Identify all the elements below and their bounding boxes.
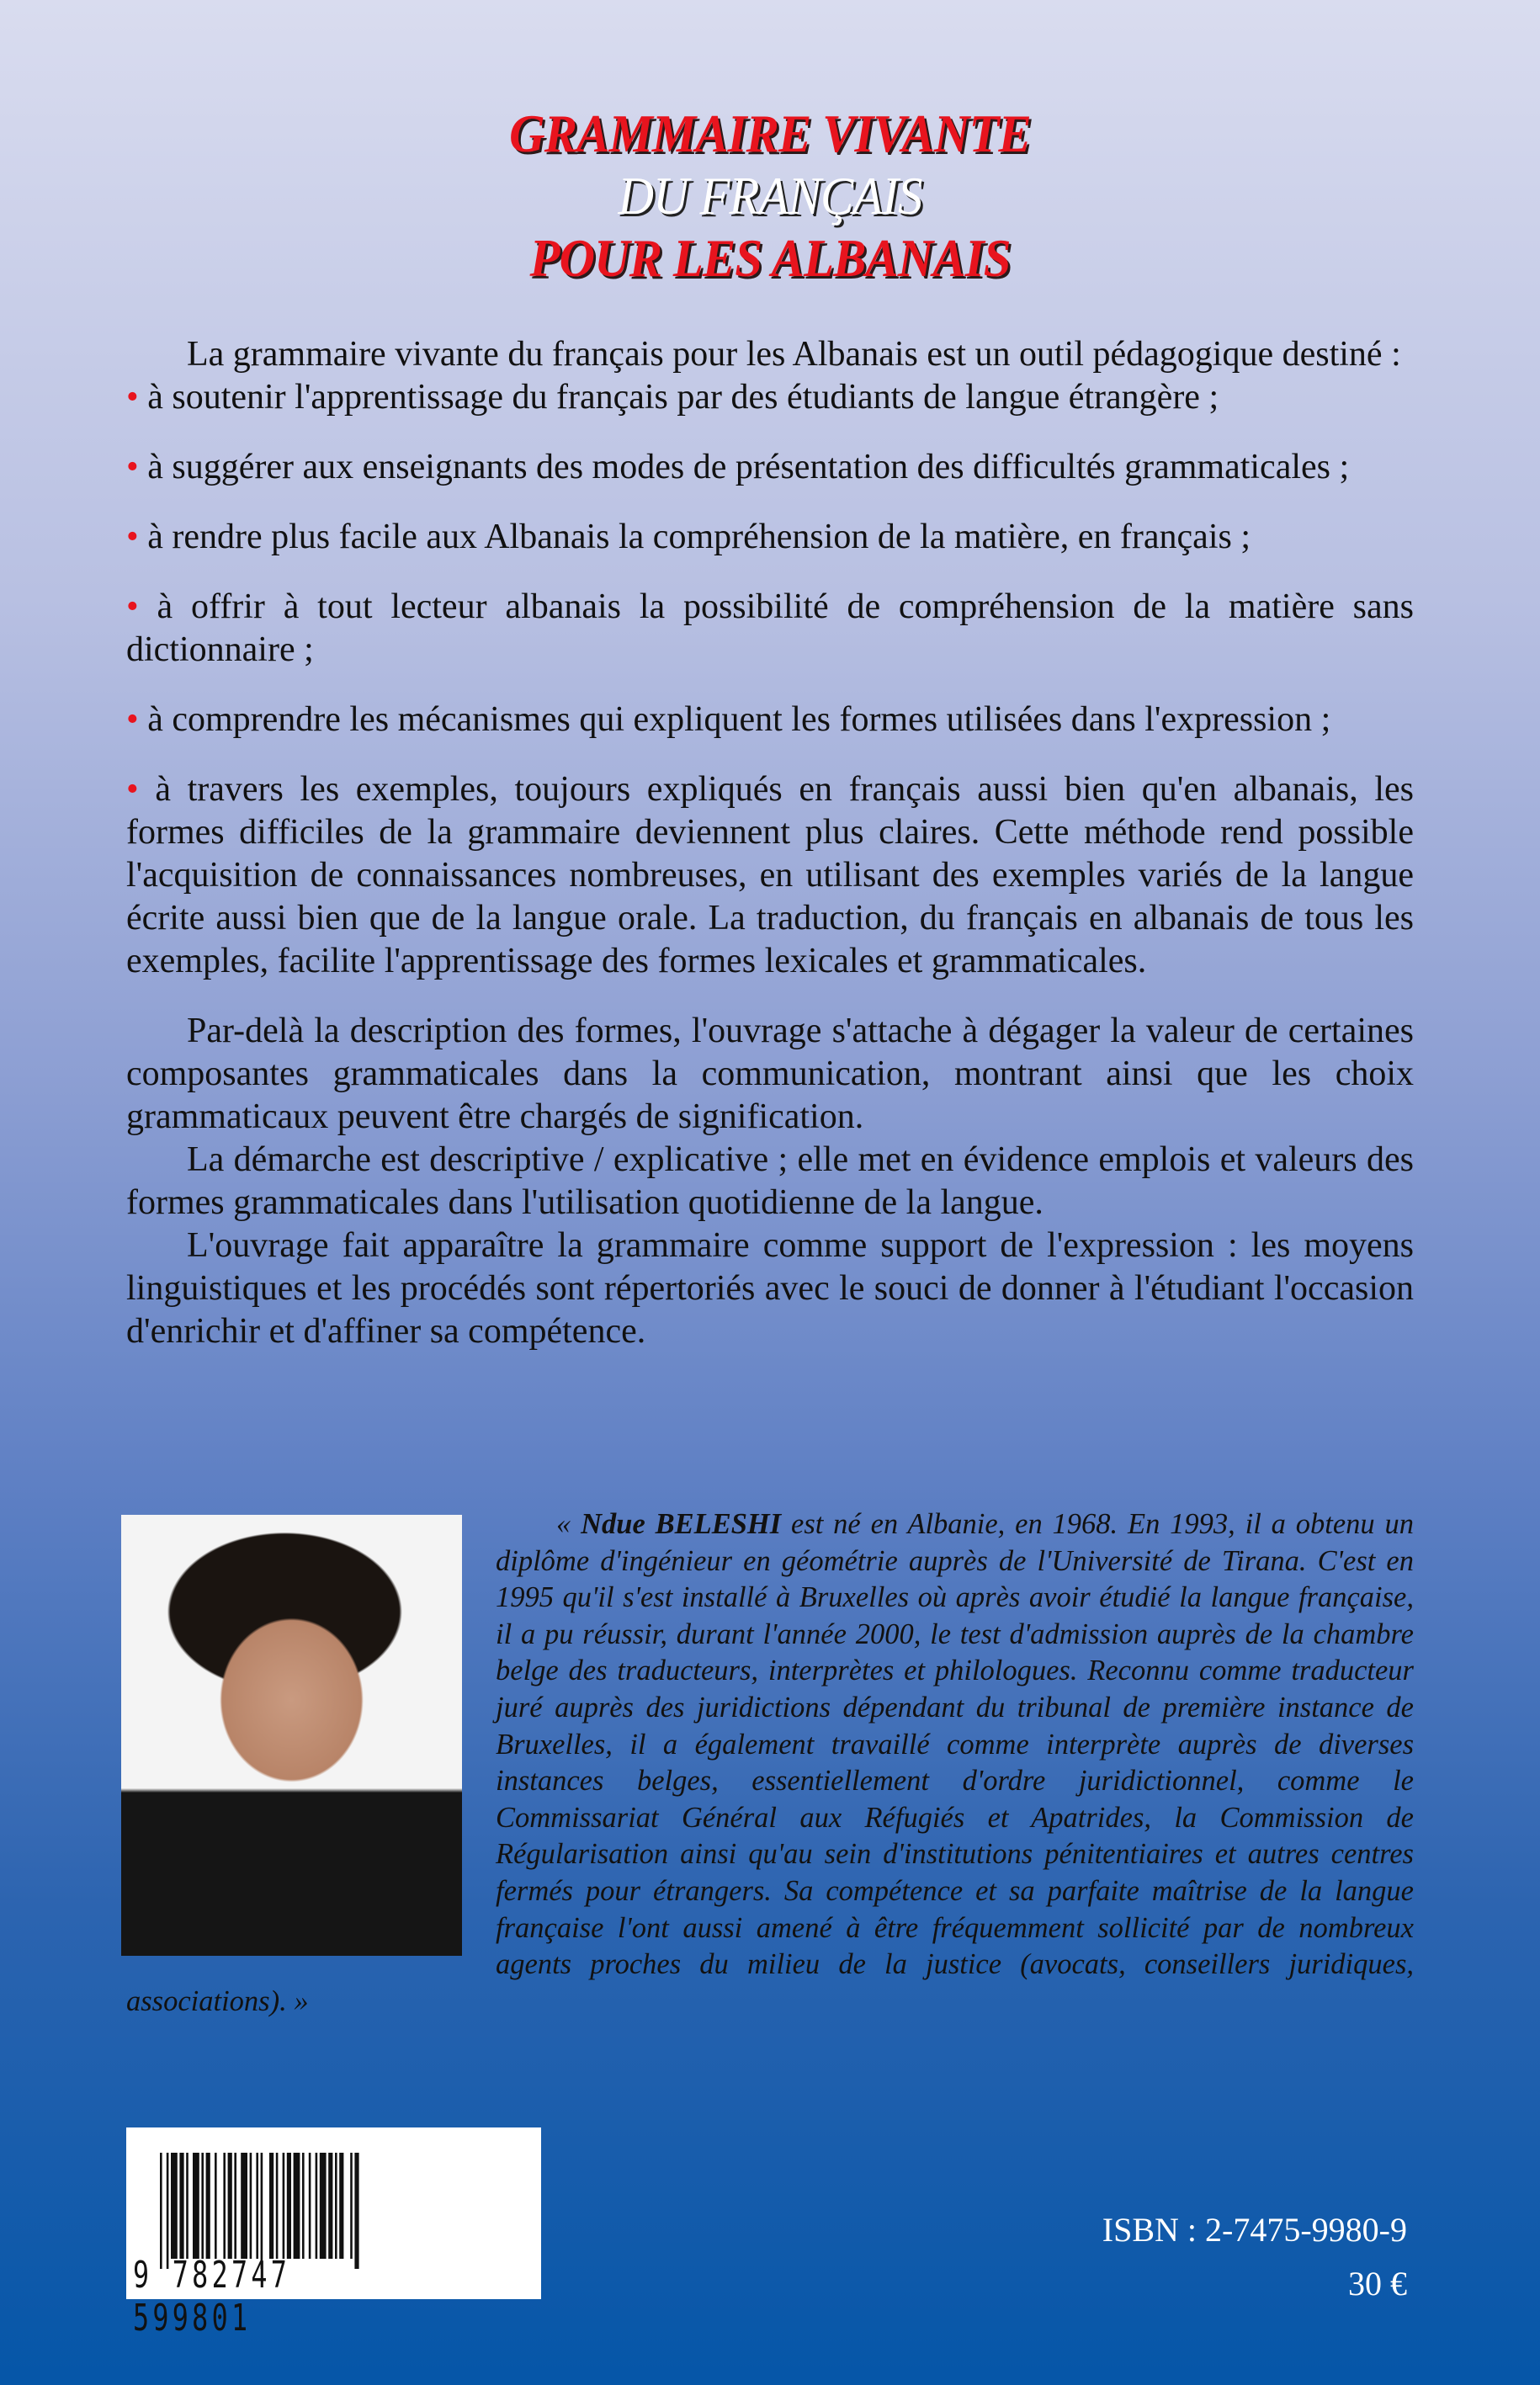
barcode-bar [276,2153,279,2259]
description [126,333,1414,1353]
barcode-bar [186,2153,189,2259]
barcode-bar [223,2153,226,2259]
barcode-bar [302,2153,305,2259]
barcode-bars [136,2143,532,2269]
bullet-item [126,376,1414,419]
barcode-bar [283,2153,285,2259]
barcode-bar [215,2153,217,2259]
barcode-bar [316,2153,318,2259]
bullet-icon: • [126,448,139,486]
barcode-bar [206,2153,210,2259]
isbn: ISBN : 2-7475-9980-9 [1102,2211,1407,2249]
author-photo [121,1515,462,1956]
bio-body: est né en Albanie, en 1968. En 1993, il a obtenu un diplôme d'ingénieur en géométrie auprès de l'Université de Tirana. C'est en 1995 qu'il s'est installé à Bruxelles où après avoir étudié la langue française, il a pu réussir, durant l'année 2000, le test d'admission auprès de la chambre belge des traducteurs, interprètes et philologues. Reconnu comme traducteur juré auprès des juridictions dépendant du tribunal de première instance de Bruxelles, il a également travaillé comme interprète auprès de diverses instances belges, essentiellement d'ordre juridictionnel, comme le Commissariat Général aux Réfugiés et Apatrides, la Commission de Régularisation ainsi qu'au sein d'institutions pénitentiaires et autres centres fermés pour étrangers. Sa compétence et sa parfaite maîtrise de la langue française l'ont aussi amené à être fréquemment sollicité par de nombreux agents proches du milieu de la justice (avocats, conseillers juridiques, associations). » [126,1508,1414,2017]
author-bio [126,1506,1414,2020]
barcode-bar [171,2153,178,2259]
bullet-item [126,768,1414,983]
barcode-bar [241,2153,247,2259]
bullet-icon: • [126,770,139,809]
barcode-bar [261,2153,263,2269]
paragraph: La démarche est descriptive / explicative ; elle met en évidence emplois et valeurs des formes grammaticales dans l'utilisation quotidienne de la langue. [126,1140,1414,1222]
barcode-bar [160,2153,162,2269]
title-line-3: POUR LES ALBANAIS [529,228,1011,288]
barcode-bar [179,2153,183,2259]
bullet-item [126,699,1414,741]
barcode-bar [320,2153,327,2259]
title-line-2: DU FRANÇAIS [618,166,922,226]
barcode-bar [193,2153,199,2259]
barcode-bar [228,2153,232,2259]
price: 30 € [1348,2265,1407,2303]
title-line-1: GRAMMAIRE VIVANTE [509,104,1031,163]
bullet-icon: • [126,587,139,626]
open-quote: « [556,1508,581,1540]
barcode-bar [335,2153,337,2259]
bullet-text: à soutenir l'apprentissage du français par des étudiants de langue étrangère ; [147,378,1219,417]
bullet-icon: • [126,518,139,556]
barcode-bar [309,2153,311,2259]
barcode-bar [167,2153,169,2269]
bullet-text: à rendre plus facile aux Albanais la compréhension de la matière, en français ; [147,518,1251,556]
bullet-item [126,446,1414,489]
paragraph: L'ouvrage fait apparaître la grammaire comme support de l'expression : les moyens linguistiques et les procédés sont répertoriés avec le souci de donner à l'étudiant l'occasion d'enrichir et d'affiner sa compétence. [126,1226,1414,1351]
barcode-bar [269,2153,273,2259]
bullet-item [126,516,1414,559]
barcode-bar [339,2153,343,2259]
bullet-text: à travers les exemples, toujours expliqués en français aussi bien qu'en albanais, les formes difficiles de la grammaire deviennent plus claires. Cette méthode rend possible l'acquisition de connaissances nombreuses, en utilisant des exemples variés de la langue écrite aussi bien que de la langue orale. La traduction, du français en albanais de tous les exemples, facilite l'apprentissage des formes lexicales et grammaticales. [126,770,1414,980]
barcode-bar [354,2153,358,2269]
intro-paragraph: La grammaire vivante du français pour les Albanais est un outil pédagogique destiné : [187,335,1401,374]
barcode-bar [287,2153,291,2259]
bullet-icon: • [126,700,139,739]
bullet-text: à comprendre les mécanismes qui expliquent les formes utilisées dans l'expression ; [147,700,1331,739]
bullet-item [126,586,1414,672]
author-name: Ndue BELESHI [581,1508,782,1540]
bullet-text: à offrir à tout lecteur albanais la possibilité de compréhension de la matière sans dictionnaire ; [126,587,1414,669]
bullet-text: à suggérer aux enseignants des modes de présentation des difficultés grammaticales ; [147,448,1350,486]
barcode [126,2127,541,2340]
bullet-list [126,376,1414,983]
barcode-bar [328,2153,332,2259]
barcode-bar [234,2153,236,2259]
barcode-digits: 9 782747 599801 [133,2254,291,2340]
barcode-bar [350,2153,353,2259]
bullet-icon: • [126,378,139,417]
barcode-bar [256,2153,258,2259]
barcode-bar [201,2153,204,2259]
barcode-bar [294,2153,300,2259]
barcode-bar [250,2153,252,2259]
paragraph: Par-delà la description des formes, l'ouvrage s'attache à dégager la valeur de certaines composantes grammaticales dans la communication, montrant ainsi que les choix grammaticaux peuvent être chargés de signification. [126,1012,1414,1136]
